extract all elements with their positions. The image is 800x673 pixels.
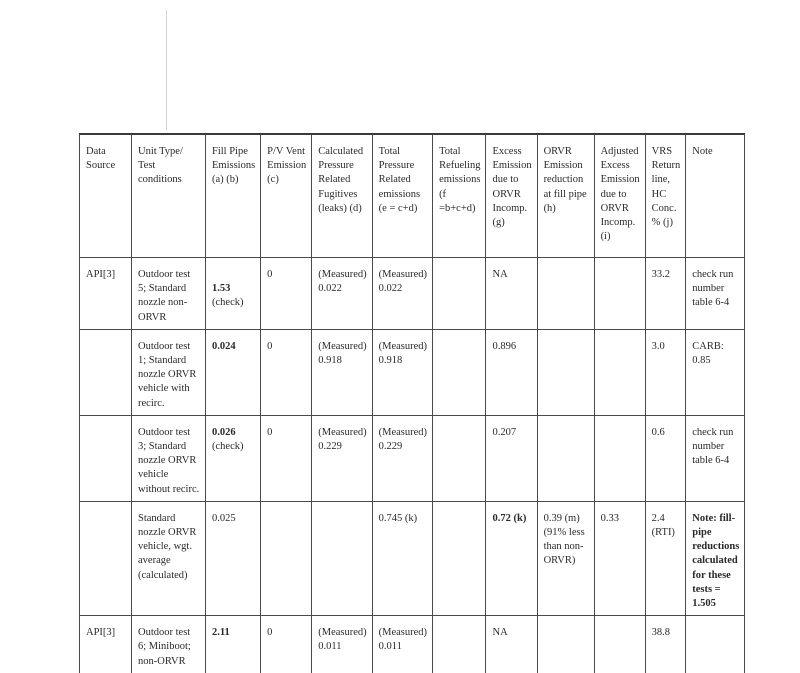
cell-vrs-return: 38.8 xyxy=(645,616,686,673)
cell-unit-type: Outdoor test 6; Miniboot; non-ORVR xyxy=(132,616,206,673)
cell-vrs-return: 3.0 xyxy=(645,329,686,415)
cell-data-source: API[3] xyxy=(80,258,132,330)
table-row xyxy=(80,329,745,415)
cell-orvr-reduction xyxy=(537,415,594,501)
fill-pipe-value: 0.025 xyxy=(212,512,236,524)
cell-adjusted-excess: 0.33 xyxy=(594,501,645,615)
header-excess-emission: Excess Emission due to ORVR Incomp. (g) xyxy=(486,134,537,258)
table-row xyxy=(80,415,745,501)
cell-vrs-return: 2.4 (RTI) xyxy=(645,501,686,615)
cell-total-pressure: (Measured) 0.229 xyxy=(372,415,432,501)
header-adjusted-excess: Adjusted Excess Emission due to ORVR Incomp. (i) xyxy=(594,134,645,258)
cell-excess-emission: 0.896 xyxy=(486,329,537,415)
cell-total-pressure: (Measured) 0.918 xyxy=(372,329,432,415)
fill-pipe-value: 2.11 xyxy=(212,627,230,639)
fill-pipe-note: (check) xyxy=(212,441,244,453)
cell-vrs-return: 33.2 xyxy=(645,258,686,330)
header-unit-type: Unit Type/ Test conditions xyxy=(132,134,206,258)
cell-fill-pipe xyxy=(206,501,261,615)
page-margin-line xyxy=(166,10,167,130)
cell-excess-emission: NA xyxy=(486,258,537,330)
header-total-pressure: Total Pressure Related emissions (e = c+d) xyxy=(372,134,432,258)
table-row xyxy=(80,501,745,615)
cell-data-source xyxy=(80,415,132,501)
cell-adjusted-excess xyxy=(594,415,645,501)
cell-unit-type: Outdoor test 3; Standard nozzle ORVR vehicle without recirc. xyxy=(132,415,206,501)
header-total-refueling: Total Refueling emissions (f =b+c+d) xyxy=(433,134,486,258)
cell-adjusted-excess xyxy=(594,616,645,673)
cell-pv-vent: 0 xyxy=(261,329,312,415)
cell-orvr-reduction xyxy=(537,329,594,415)
cell-fill-pipe xyxy=(206,258,261,330)
cell-calc-pressure: (Measured) 0.022 xyxy=(312,258,372,330)
header-fill-pipe: Fill Pipe Emissions (a) (b) xyxy=(206,134,261,258)
cell-note: check run number table 6-4 xyxy=(686,415,745,501)
cell-data-source xyxy=(80,501,132,615)
cell-total-pressure: (Measured) 0.011 xyxy=(372,616,432,673)
cell-pv-vent: 0 xyxy=(261,616,312,673)
cell-total-refueling xyxy=(433,258,486,330)
cell-excess-emission: 0.207 xyxy=(486,415,537,501)
cell-pv-vent: 0 xyxy=(261,258,312,330)
cell-unit-type: Standard nozzle ORVR vehicle, wgt. average (calculated) xyxy=(132,501,206,615)
cell-fill-pipe xyxy=(206,329,261,415)
cell-orvr-reduction xyxy=(537,258,594,330)
header-vrs-return: VRS Return line, HC Conc. % (j) xyxy=(645,134,686,258)
fill-pipe-value: 0.026 xyxy=(212,426,236,438)
header-orvr-reduction: ORVR Emission reduction at fill pipe (h) xyxy=(537,134,594,258)
table-header-row xyxy=(80,134,745,258)
cell-pv-vent xyxy=(261,501,312,615)
cell-total-refueling xyxy=(433,329,486,415)
header-note: Note xyxy=(686,134,745,258)
cell-fill-pipe xyxy=(206,616,261,673)
header-calc-pressure: Calculated Pressure Related Fugitives (leaks) (d) xyxy=(312,134,372,258)
cell-data-source xyxy=(80,329,132,415)
cell-data-source: API[3] xyxy=(80,616,132,673)
header-data-source: Data Source xyxy=(80,134,132,258)
cell-unit-type: Outdoor test 5; Standard nozzle non-ORVR xyxy=(132,258,206,330)
table-row xyxy=(80,616,745,673)
cell-fill-pipe xyxy=(206,415,261,501)
cell-vrs-return: 0.6 xyxy=(645,415,686,501)
table-row xyxy=(80,258,745,330)
cell-calc-pressure: (Measured) 0.011 xyxy=(312,616,372,673)
cell-orvr-reduction: 0.39 (m) (91% less than non-ORVR) xyxy=(537,501,594,615)
emissions-table xyxy=(79,133,745,673)
cell-calc-pressure: (Measured) 0.229 xyxy=(312,415,372,501)
cell-excess-emission: 0.72 (k) xyxy=(486,501,537,615)
cell-note: Note: fill-pipe reductions calculated for these tests = 1.505 xyxy=(686,501,745,615)
cell-adjusted-excess xyxy=(594,329,645,415)
fill-pipe-value: 0.024 xyxy=(212,340,236,352)
header-pv-vent: P/V Vent Emission (c) xyxy=(261,134,312,258)
cell-calc-pressure: (Measured) 0.918 xyxy=(312,329,372,415)
cell-adjusted-excess xyxy=(594,258,645,330)
cell-total-refueling xyxy=(433,415,486,501)
cell-calc-pressure xyxy=(312,501,372,615)
cell-total-refueling xyxy=(433,501,486,615)
cell-total-pressure: 0.745 (k) xyxy=(372,501,432,615)
cell-note xyxy=(686,616,745,673)
cell-excess-emission: NA xyxy=(486,616,537,673)
cell-note: check run number table 6-4 xyxy=(686,258,745,330)
fill-pipe-value: 1.53 xyxy=(212,283,231,294)
cell-unit-type: Outdoor test 1; Standard nozzle ORVR vehicle with recirc. xyxy=(132,329,206,415)
cell-orvr-reduction xyxy=(537,616,594,673)
cell-total-refueling xyxy=(433,616,486,673)
cell-pv-vent: 0 xyxy=(261,415,312,501)
cell-total-pressure: (Measured) 0.022 xyxy=(372,258,432,330)
fill-pipe-note: (check) xyxy=(212,297,244,309)
cell-note: CARB: 0.85 xyxy=(686,329,745,415)
